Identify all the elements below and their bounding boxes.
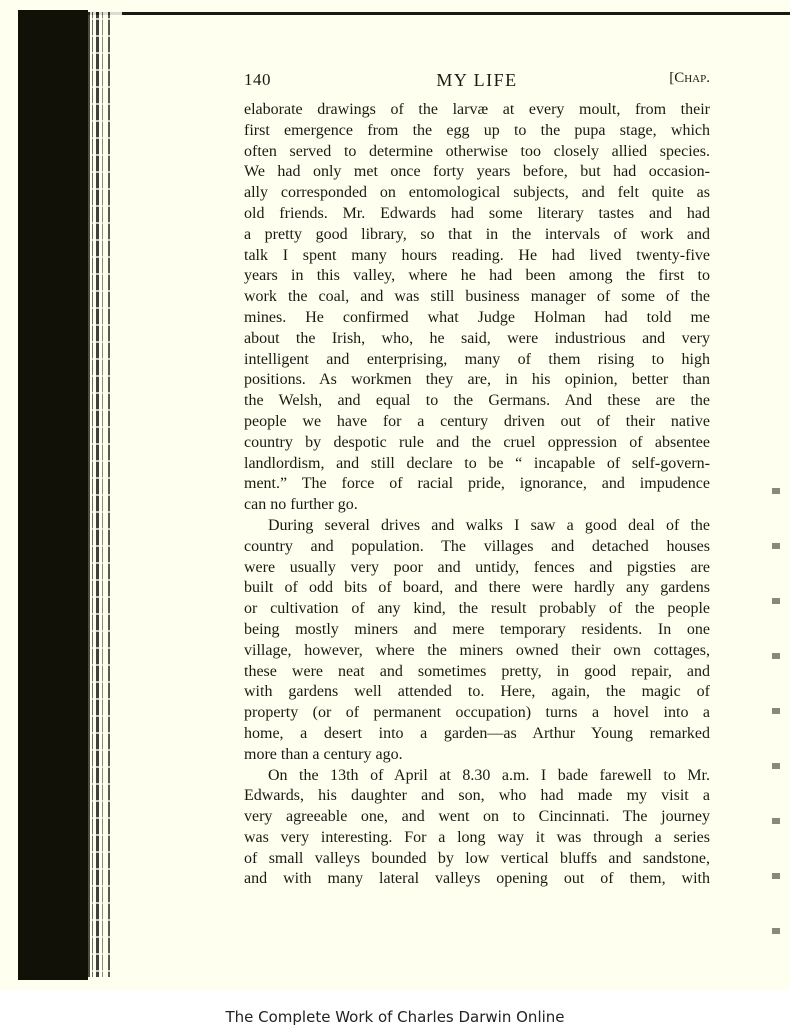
- top-rule: [20, 12, 790, 15]
- text-line: Edwards, his daughter and son, who had made my visit a: [244, 787, 710, 805]
- running-header: [244, 70, 710, 92]
- text-line: old friends. Mr. Edwards had some literary tastes and had: [244, 204, 710, 222]
- body-text: [244, 100, 710, 890]
- text-line: often served to determine otherwise too closely allied species.: [244, 142, 710, 160]
- paragraph: [244, 516, 710, 766]
- page-number: 140: [244, 70, 271, 89]
- text-line: more than a century ago.: [244, 745, 403, 763]
- text-line: about the Irish, who, he said, were industrious and very: [244, 329, 710, 347]
- book-spine-shadow: [18, 10, 88, 980]
- right-edge-marks: [772, 470, 780, 980]
- text-line: being mostly miners and mere temporary residents. In one: [244, 620, 710, 638]
- text-line: the Welsh, and equal to the Germans. And these are the: [244, 392, 710, 410]
- text-line: work the coal, and was still business manager of some of the: [244, 288, 710, 306]
- text-line: a pretty good library, so that in the intervals of work and: [244, 225, 710, 243]
- text-line: village, however, where the miners owned their own cottages,: [244, 641, 710, 659]
- text-line: We had only met once forty years before, but had occasion-: [244, 163, 710, 181]
- text-line: years in this valley, where he had been among the first to: [244, 267, 710, 285]
- footer-credit: The Complete Work of Charles Darwin Online: [225, 1008, 565, 1026]
- page-edge-speckle: [90, 12, 120, 977]
- text-line: with gardens well attended to. Here, again, the magic of: [244, 683, 710, 701]
- text-line: were usually very poor and untidy, fences and pigsties are: [244, 558, 710, 576]
- text-line: country and population. The villages and detached houses: [244, 537, 710, 555]
- paragraph: [244, 100, 710, 516]
- text-line: very agreeable one, and went on to Cincinnati. The journey: [244, 808, 710, 826]
- text-line: During several drives and walks I saw a good deal of the: [268, 516, 710, 534]
- text-line: built of odd bits of board, and there were hardly any gardens: [244, 579, 710, 597]
- running-title: MY LIFE: [436, 70, 518, 90]
- text-line: ment.” The force of racial pride, ignorance, and impudence: [244, 475, 710, 493]
- text-line: these were neat and sometimes pretty, in good repair, and: [244, 662, 710, 680]
- text-line: home, a desert into a garden—as Arthur Young remarked: [244, 724, 710, 742]
- text-line: positions. As workmen they are, in his opinion, better than: [244, 371, 710, 389]
- text-line: and with many lateral valleys opening out of them, with: [244, 870, 710, 888]
- text-line: talk I spent many hours reading. He had lived twenty-five: [244, 246, 710, 264]
- text-line: country by despotic rule and the cruel oppression of absentee: [244, 433, 710, 451]
- text-line: people we have for a century driven out of their native: [244, 412, 710, 430]
- text-line: can no further go.: [244, 496, 358, 514]
- paragraph: [244, 766, 710, 891]
- text-line: elaborate drawings of the larvæ at every moult, from their: [244, 101, 710, 118]
- text-line: On the 13th of April at 8.30 a.m. I bade farewell to Mr.: [268, 766, 710, 784]
- text-line: ally corresponded on entomological subjects, and felt quite as: [244, 184, 710, 202]
- text-line: first emergence from the egg up to the pupa stage, which: [244, 121, 710, 139]
- text-line: of small valleys bounded by low vertical bluffs and sandstone,: [244, 849, 710, 867]
- text-line: landlordism, and still declare to be “ incapable of self-govern-: [244, 454, 710, 472]
- text-line: mines. He confirmed what Judge Holman had told me: [244, 308, 710, 326]
- text-line: or cultivation of any kind, the result probably of the people: [244, 600, 710, 618]
- text-line: intelligent and enterprising, many of them rising to high: [244, 350, 710, 368]
- text-line: was very interesting. For a long way it was through a series: [244, 828, 710, 846]
- chapter-tag: [Chap.: [669, 70, 710, 86]
- text-line: property (or of permanent occupation) turns a hovel into a: [244, 704, 710, 722]
